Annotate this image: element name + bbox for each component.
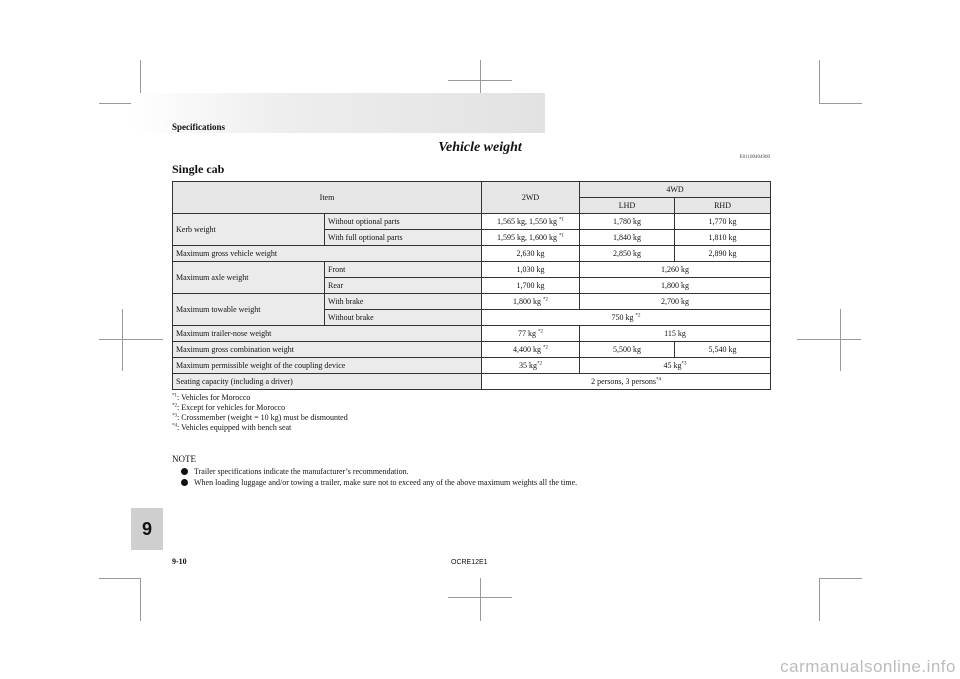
kerb-with-label: With full optional parts <box>325 230 482 246</box>
footnote: $^{*4}$: Vehicles equipped with bench seat <box>172 423 292 432</box>
footnote: $^{*3}$: Crossmember (weight = 10 kg) must be dismounted <box>172 413 348 422</box>
seating-capacity-value: 2 persons, 3 persons$^{*4}$ <box>482 374 771 390</box>
towable-with-brake-2wd: 1,800 kg $^{*2}$ <box>482 294 580 310</box>
trailer-nose-label: Maximum trailer-nose weight <box>173 326 482 342</box>
header-rhd: RHD <box>675 198 771 214</box>
footnotes <box>172 393 348 433</box>
page-title: Vehicle weight <box>438 140 522 155</box>
kerb-without-label: Without optional parts <box>325 214 482 230</box>
combination-weight-lhd: 5,500 kg <box>580 342 675 358</box>
note-item: When loading luggage and/or towing a trailer, make sure not to exceed any of the above maximum weights all the time. <box>172 477 577 488</box>
axle-front-2wd: 1,030 kg <box>482 262 580 278</box>
gross-weight-rhd: 2,890 kg <box>675 246 771 262</box>
coupling-weight-2wd: 35 $kg^{*2}$ <box>482 358 580 374</box>
seating-capacity-label: Seating capacity (including a driver) <box>173 374 482 390</box>
trailer-nose-4wd: 115 kg <box>580 326 771 342</box>
note-section <box>172 454 577 488</box>
footnote: $^{*1}$: Vehicles for Morocco <box>172 393 251 402</box>
trailer-nose-2wd: 77 kg $^{*2}$ <box>482 326 580 342</box>
axle-front-label: Front <box>325 262 482 278</box>
combination-weight-2wd: 4,400 kg $^{*2}$ <box>482 342 580 358</box>
table-row <box>173 214 771 230</box>
table-row <box>173 262 771 278</box>
table-row <box>173 374 771 390</box>
table-row <box>173 294 771 310</box>
gross-weight-lhd: 2,850 kg <box>580 246 675 262</box>
kerb-with-2wd: 1,595 kg, 1,600 kg $^{*1}$ <box>482 230 580 246</box>
towable-without-brake-label: Without brake <box>325 310 482 326</box>
bullet-icon <box>181 468 188 475</box>
towable-with-brake-label: With brake <box>325 294 482 310</box>
vehicle-weight-table <box>172 181 771 390</box>
combination-weight-rhd: 5,540 kg <box>675 342 771 358</box>
axle-rear-label: Rear <box>325 278 482 294</box>
coupling-weight-4wd: 45 $kg^{*3}$ <box>580 358 771 374</box>
header-lhd: LHD <box>580 198 675 214</box>
table-row <box>173 342 771 358</box>
footnote: $^{*2}$: Except for vehicles for Morocco <box>172 403 286 412</box>
gross-weight-2wd: 2,630 kg <box>482 246 580 262</box>
kerb-with-lhd: 1,840 kg <box>580 230 675 246</box>
section-label: Specifications <box>172 122 225 132</box>
combination-weight-label: Maximum gross combination weight <box>173 342 482 358</box>
kerb-without-2wd: 1,565 kg, 1,550 kg $^{*1}$ <box>482 214 580 230</box>
header-item: Item <box>173 182 482 214</box>
towable-with-brake-4wd: 2,700 kg <box>580 294 771 310</box>
gross-weight-label: Maximum gross vehicle weight <box>173 246 482 262</box>
subtitle: Single cab <box>172 162 225 176</box>
axle-weight-label: Maximum axle weight <box>173 262 325 294</box>
axle-rear-4wd: 1,800 kg <box>580 278 771 294</box>
kerb-weight-label: Kerb weight <box>173 214 325 246</box>
kerb-without-lhd: 1,780 kg <box>580 214 675 230</box>
chapter-tab: 9 <box>131 508 163 550</box>
table-row <box>173 246 771 262</box>
bullet-icon <box>181 479 188 486</box>
table-header-row <box>173 182 771 198</box>
table-row <box>173 326 771 342</box>
kerb-without-rhd: 1,770 kg <box>675 214 771 230</box>
coupling-weight-label: Maximum permissible weight of the coupling device <box>173 358 482 374</box>
watermark: carmanualsonline.info <box>780 657 956 676</box>
document-code: OCRE12E1 <box>451 559 488 566</box>
header-2wd: 2WD <box>482 182 580 214</box>
page-number: 9-10 <box>172 557 187 566</box>
towable-weight-label: Maximum towable weight <box>173 294 325 326</box>
axle-rear-2wd: 1,700 kg <box>482 278 580 294</box>
header-4wd: 4WD <box>580 182 771 198</box>
note-heading: NOTE <box>172 454 196 464</box>
table-row <box>173 358 771 374</box>
axle-front-4wd: 1,260 kg <box>580 262 771 278</box>
kerb-with-rhd: 1,810 kg <box>675 230 771 246</box>
note-item: Trailer specifications indicate the manufacturer’s recommendation. <box>172 466 577 477</box>
reference-code: E01100404900 <box>739 155 770 160</box>
towable-without-brake-value: 750 kg $^{*2}$ <box>482 310 771 326</box>
